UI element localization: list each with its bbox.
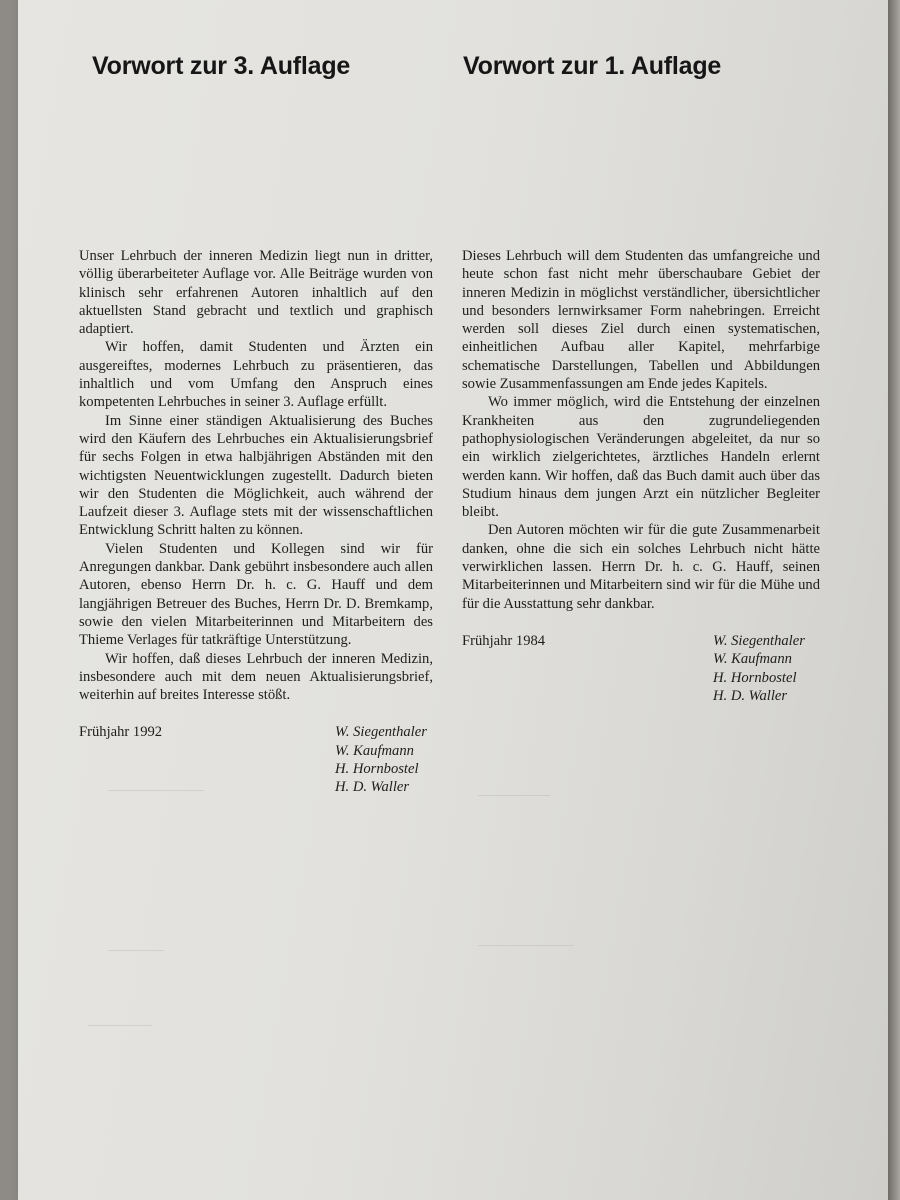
paragraph: Wir hoffen, damit Studenten und Ärzten ein ausgereiftes, modernes Lehrbuch zu präsentieren, das inhaltlich und vom Umfang den Anspruch eines kompetenten Lehrbuches in seiner 3. Auflage erfüllt. <box>79 339 433 411</box>
paragraph: Unser Lehrbuch der inneren Medizin liegt nun in dritter, völlig überarbeiteter Auflage vor. Alle Beiträge wurden von klinisch sehr erfahrenen Autoren inhaltlich auf den aktuellsten Stand gebracht und textlich und graphisch adaptiert. <box>79 248 433 338</box>
signature-block <box>462 632 820 712</box>
author-name: W. Kaufmann <box>713 651 792 668</box>
author-name: H. D. Waller <box>335 779 410 796</box>
signature-block <box>79 723 433 803</box>
paragraph: Wo immer möglich, wird die Entstehung der einzelnen Krankheiten aus den zugrundeliegenden pathophysiologischen Veränderungen abgeleitet, da nur so ein wirklich zielgerichtetes, ärztliches Handeln erlernt werden kann. Wir hoffen, daß das Buch damit auch über das Studium hinaus dem jungen Arzt ein nützlicher Begleiter bleibt. <box>462 394 820 521</box>
preface-1st-edition-column <box>462 247 820 712</box>
paragraph: Im Sinne einer ständigen Aktualisierung des Buches wird den Käufern des Lehrbuches ein Aktualisierungsbrief für sechs Folgen in etwa halbjährigen Abständen mit den wichtigsten Neuentwicklungen zugestellt. Dadurch bieten wir den Studenten die Möglichkeit, auch während der Laufzeit dieser 3. Auflage stets mit der wissenschaftlichen Entwicklung Schritt halten zu können. <box>79 412 433 539</box>
author-name: H. D. Waller <box>713 687 788 704</box>
paragraph: Den Autoren möchten wir für die gute Zusammenarbeit danken, ohne die sich ein solches Lehrbuch nicht hätte verwirklichen lassen. Herrn Dr. h. c. G. Hauff, seinen Mitarbeiterinnen und Mitarbeitern sind wir für die Mühe und für die Ausstattung sehr dankbar. <box>462 522 820 612</box>
bleed-through-text: ───────── <box>478 790 550 802</box>
page-edge <box>888 0 900 1200</box>
author-name: W. Siegenthaler <box>335 724 427 741</box>
paragraph: Dieses Lehrbuch will dem Studenten das umfangreiche und heute schon fast nicht mehr überschaubare Gebiet der inneren Medizin in möglichst verständlicher, übersichtlicher und besonders lernwirksamer Form nahebringen. Erreicht werden soll dieses Ziel durch einen systematischen, einheitlichen Aufbau aller Kapitel, mehrfarbige schematische Darstellungen, Tabellen und Abbildungen sowie Zusammenfassungen am Ende jedes Kapitels. <box>462 248 820 393</box>
author-name: W. Siegenthaler <box>713 632 805 649</box>
heading-preface-1st-edition: Vorwort zur 1. Auflage <box>463 52 722 80</box>
author-name: W. Kaufmann <box>335 742 414 759</box>
heading-preface-3rd-edition: Vorwort zur 3. Auflage <box>92 52 351 80</box>
bleed-through-text: ──────────── <box>108 785 204 797</box>
author-list <box>713 632 805 705</box>
paragraph: Wir hoffen, daß dieses Lehrbuch der inneren Medizin, insbesondere auch mit dem neuen Aktualisierungsbrief, weiterhin auf breites Interesse stößt. <box>79 650 433 704</box>
author-name: H. Hornbostel <box>335 761 419 778</box>
preface-date: Frühjahr 1984 <box>462 632 546 649</box>
bleed-through-text: ──────── <box>88 1020 152 1032</box>
bleed-through-text: ─────── <box>108 945 164 957</box>
author-name: H. Hornbostel <box>713 669 797 686</box>
bleed-through-text: ──────────── <box>478 940 574 952</box>
paragraph: Vielen Studenten und Kollegen sind wir für Anregungen dankbar. Dank gebührt insbesondere auch allen Autoren, ebenso Herrn Dr. h. c. G. Hauff und dem langjährigen Betreuer des Buches, Herrn Dr. D. Bremkamp, sowie den vielen Mitarbeiterinnen und Mitarbeitern des Thieme Verlages für tatkräftige Unterstützung. <box>79 540 433 649</box>
preface-3rd-edition-column <box>79 247 433 803</box>
author-list <box>335 723 427 796</box>
preface-date: Frühjahr 1992 <box>79 724 163 741</box>
